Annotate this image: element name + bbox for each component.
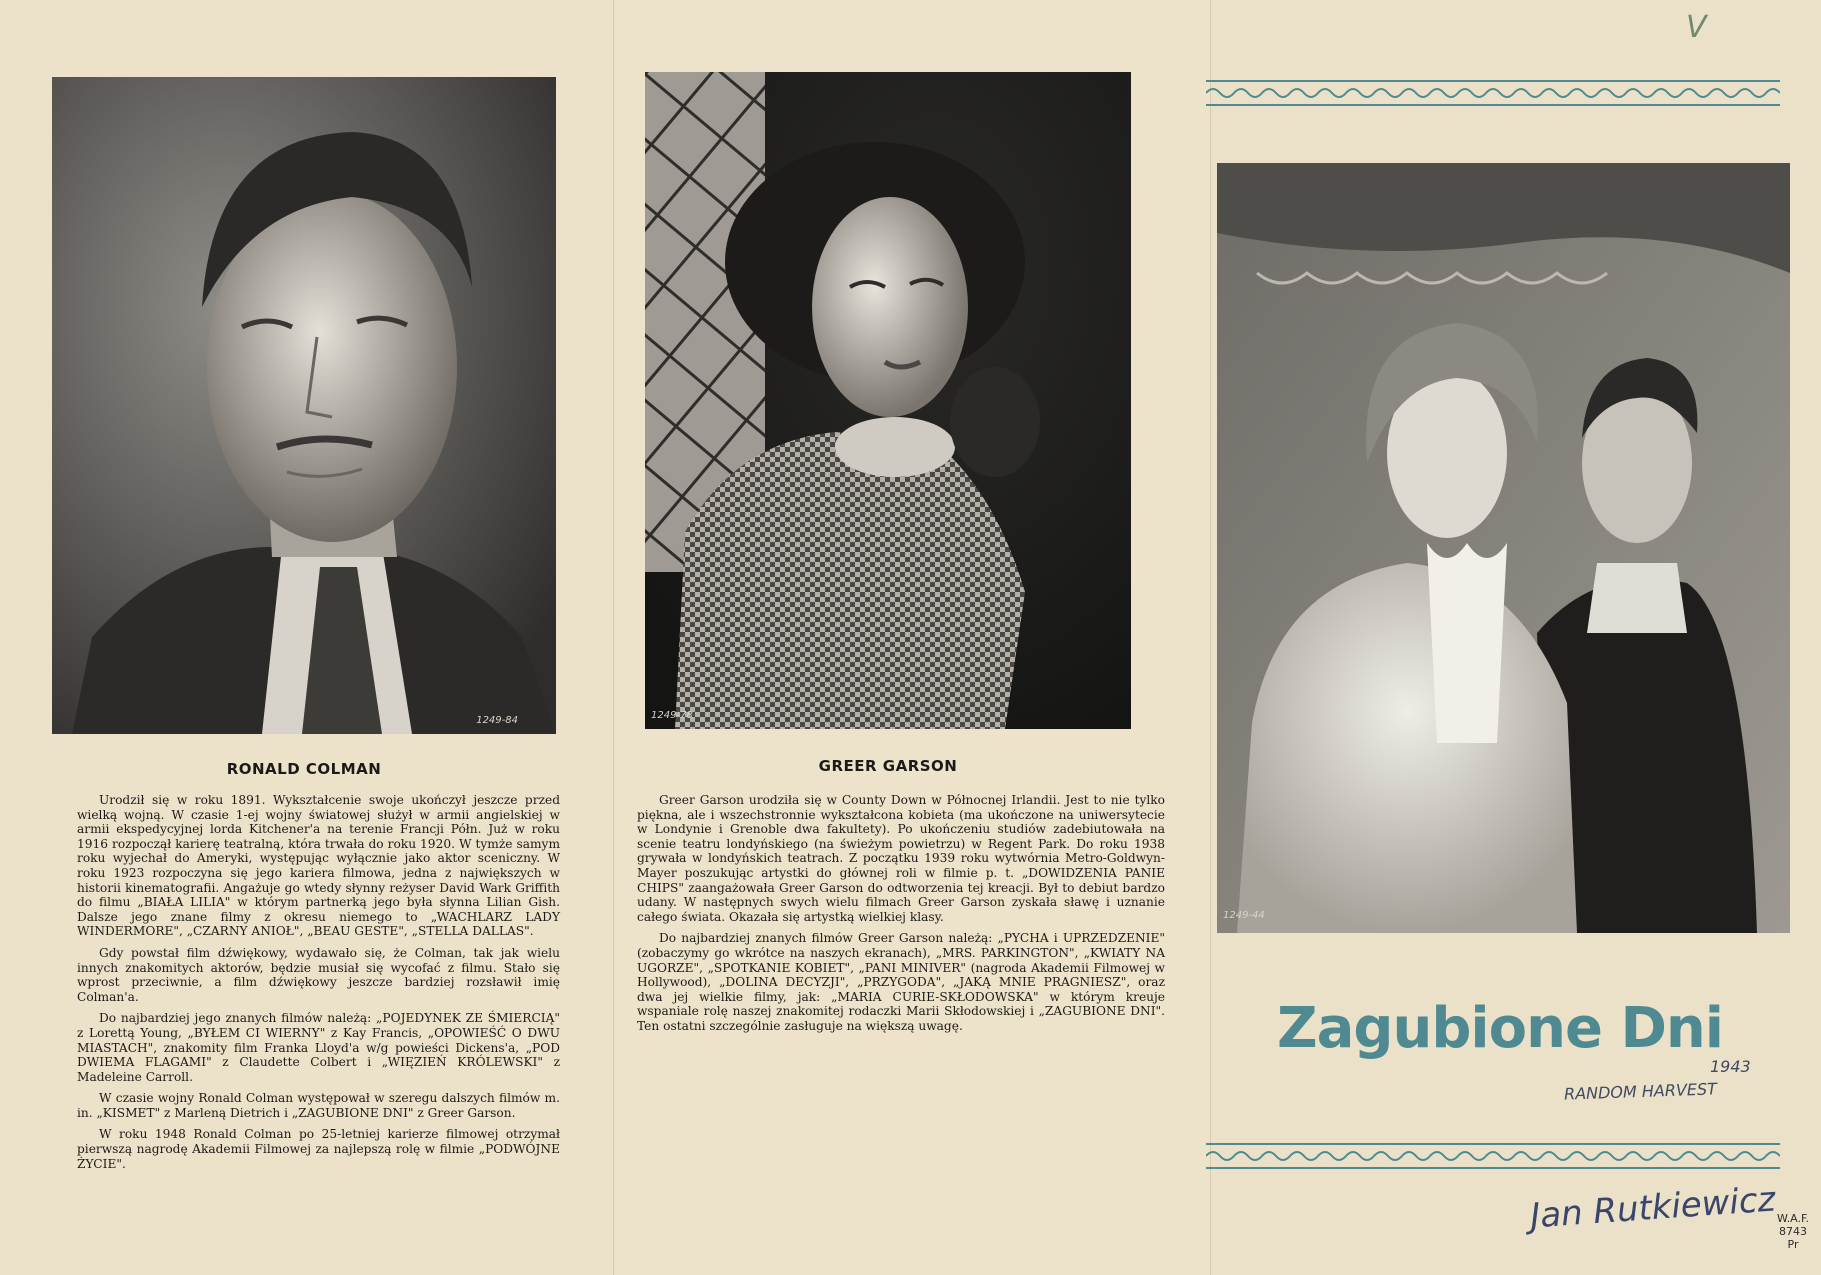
still-couple [1217, 163, 1790, 933]
bio-ronald-colman [77, 793, 560, 1178]
handwritten-year: 1943 [1710, 1057, 1751, 1076]
bio-paragraph: Do najbardziej jego znanych filmów należą: „POJEDYNEK ZE ŚMIERCIĄ" z Lorettą Young, „BYŁEM CI WIERNY" z Kay Francis, „OPOWIEŚĆ O DWU MIASTACH", znakomity film Franka Lloyd'a w/g powieści Dickens'a, „POD DWIEMA FLAGAMI" z Claudette Colbert i „WIĘZIEŃ KRÓLEWSKI" z Madeleine Carroll. [77, 1011, 560, 1084]
handwritten-english-title: RANDOM HARVEST [1563, 1079, 1718, 1104]
bio-paragraph: W czasie wojny Ronald Colman występował w szeregu dalszych filmów m. in. „KISMET" z Marleną Dietrich i „ZAGUBIONE DNI" z Greer Garson. [77, 1091, 560, 1120]
photo-code: 1249-44 [1223, 910, 1265, 921]
portrait-ronald-colman [52, 77, 556, 734]
catalog-line: Pr [1787, 1238, 1799, 1251]
bio-greer-garson [637, 793, 1165, 1041]
bio-paragraph: Do najbardziej znanych filmów Greer Garson należą: „PYCHA i UPRZEDZENIE" (zobaczymy go wkrótce na naszych ekranach), „MRS. PARKINGTON", „KWIATY NA UGORZE", „SPOTKANIE KOBIET", „PANI MINIVER" (nagroda Akademii Filmowej w Hollywood), „DOLINA DECYZJI", „PRZYGODA", „JAKĄ MNIE PRAGNIESZ", oraz dwa jej wielkie filmy, jak: „MARIA CURIE-SKŁODOWSKA" w którym kreuje wspaniale rolę naszej znakomitej rodaczki Marii Skłodowskiej i „ZAGUBIONE DNI". Ten ostatni szczególnie zasługuje na większą uwagę. [637, 931, 1165, 1033]
bio-paragraph: Urodził się w roku 1891. Wykształcenie swoje ukończył jeszcze przed wielką wojną. W czasie 1-ej wojny światowej służył w armii angielskiej w armii ekspedycyjnej lorda Kitchener'a na terenie Francji Półn. Już w roku 1916 rozpoczął karierę teatralną, która trwała do roku 1920. W tymże samym roku wyjechał do Ameryki, występując wyłącznie jako aktor sceniczny. W roku 1923 rozpoczyna się jego kariera filmowa, jedna z największych w historii kinematografii. Angażuje go wtedy słynny reżyser David Wark Griffith do filmu „BIAŁA LILIA" w którym partnerką jego była słynna Lilian Gish. Dalsze jego znane filmy z okresu niemego to „WACHLARZ LADY WINDERMORE", „CZARNY ANIOŁ", „BEAU GESTE", „STELLA DALLAS". [77, 793, 560, 939]
panel-ronald-colman [0, 0, 613, 1275]
decorative-border-bottom [1206, 1141, 1780, 1171]
decorative-border-top [1206, 78, 1780, 108]
portrait-image [52, 77, 556, 734]
catalog-number [1770, 1212, 1816, 1251]
bio-paragraph: Gdy powstał film dźwiękowy, wydawało się, że Colman, tak jak wielu innych znakomitych aktorów, będzie musiał się wycofać z filmu. Stało się wprost przeciwnie, a film dźwiękowy jeszcze bardziej rozsławił imię Colman'a. [77, 945, 560, 1004]
portrait-greer-garson [645, 72, 1131, 729]
bio-paragraph: Greer Garson urodziła się w County Down w Północnej Irlandii. Jest to nie tylko piękna, ale i wszechstronnie wykształcona kobieta (ma ukończone na uniwersytecie w Londynie i Grenoble dwa fakultety). Po ukończeniu studiów zadebiutowała na scenie teatru londyńskiego (na świeżym powietrzu) w Regent Park. Do roku 1938 grywała w londyńskich teatrach. Z początku 1939 roku wytwórnia Metro-Goldwyn-Mayer poszukując artystki do głównej roli w filmie p. t. „DOWIDZENIA PANIE CHIPS" zaangażowała Greer Garson do odtworzenia tej kreacji. Był to debiut bardzo udany. W następnych swych wielu filmach Greer Garson zyskała sławę i uznanie całego świata. Okazała się artystką wielkiej klasy. [637, 793, 1165, 924]
handwritten-signature: Jan Rutkiewicz [1528, 1179, 1777, 1237]
handwritten-check-mark: V [1686, 10, 1707, 45]
catalog-line: 8743 [1779, 1225, 1807, 1238]
panel-greer-garson [616, 0, 1210, 1275]
heading-ronald-colman: RONALD COLMAN [226, 760, 382, 778]
photo-code: 1249-84 [476, 715, 518, 726]
film-still-image [1217, 163, 1790, 933]
catalog-line: W.A.F. [1777, 1212, 1809, 1225]
heading-greer-garson: GREER GARSON [818, 757, 958, 775]
film-title: Zagubione Dni [1277, 996, 1723, 1061]
portrait-image [645, 72, 1131, 729]
bio-paragraph: W roku 1948 Ronald Colman po 25-letniej karierze filmowej otrzymał pierwszą nagrodę Akademii Filmowej za najlepszą rolę w filmie „PODWÓJNE ŻYCIE". [77, 1127, 560, 1171]
photo-code: 1249-78 [651, 710, 693, 721]
